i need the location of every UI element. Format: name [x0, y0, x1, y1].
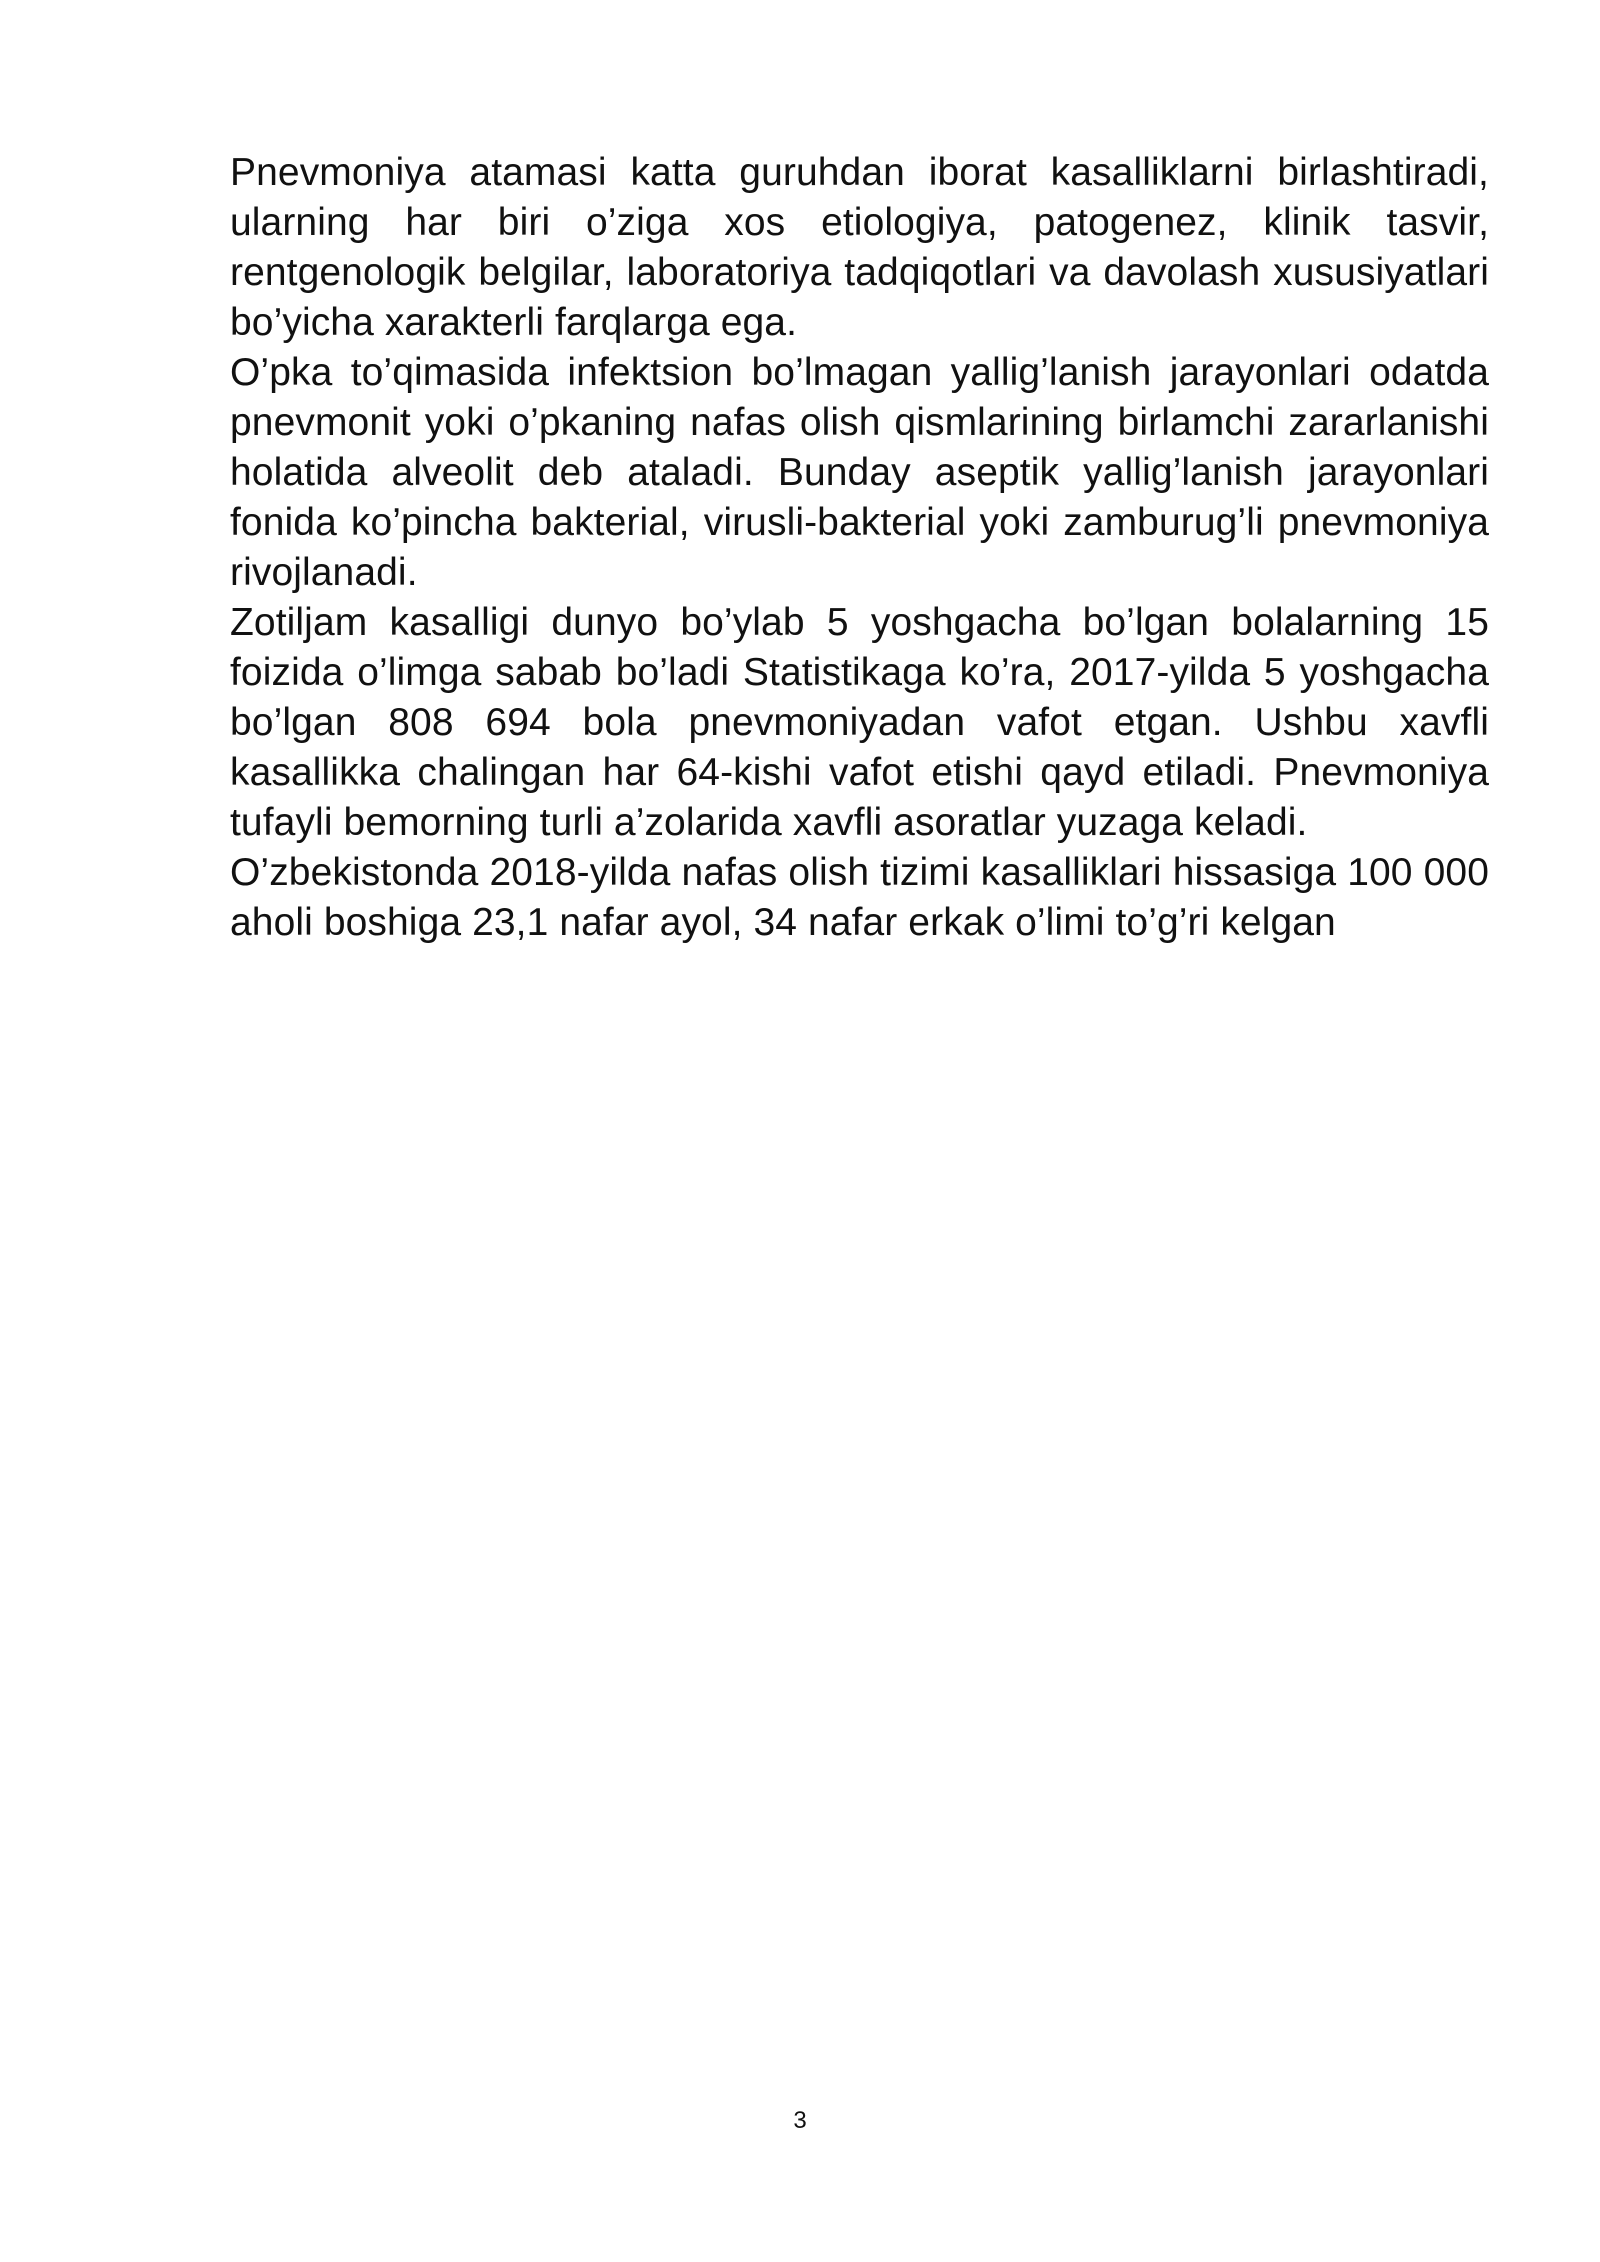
paragraph-mortality-statistics: Zotiljam kasalligi dunyo bo’ylab 5 yoshgacha bo’lgan bolalarning 15 foizida o’limga sabab bo’ladi Statistikaga ko’ra, 2017-yilda 5 yoshgacha bo’lgan 808 694 bola pnevmoniyadan vafot etgan. Ushbu xavfli kasallikka chalingan har 64-kishi vafot etishi qayd etiladi. Pnevmoniya tufayli bemorning turli a’zolarida xavfli asoratlar yuzaga keladi. — [230, 601, 1489, 844]
paragraph-pneumonia-definition: Pnevmoniya atamasi katta guruhdan iborat kasalliklarni birlashtiradi, ularning har biri o’ziga xos etiologiya, patogenez, klinik tasvir, rentgenologik belgilar, laboratoriya tadqiqotlari va davolash xususiyatlari bo’yicha xarakterli farqlarga ega. — [230, 151, 1489, 344]
page-number: 3 — [793, 2107, 807, 2134]
body-text — [230, 148, 1489, 948]
paragraph-pneumonitis-alveolitis: O’pka to’qimasida infektsion bo’lmagan yallig’lanish jarayonlari odatda pnevmonit yoki o’pkaning nafas olish qismlarining birlamchi zararlanishi holatida alveolit deb ataladi. Bunday aseptik yallig’lanish jarayonlari fonida ko’pincha bakterial, virusli-bakterial yoki zamburug’li pnevmoniya rivojlanadi. — [230, 351, 1489, 594]
paragraph-uzbekistan-statistics: O’zbekistonda 2018-yilda nafas olish tizimi kasalliklari hissasiga 100 000 aholi boshiga 23,1 nafar ayol, 34 nafar erkak o’limi to’g’ri kelgan — [230, 851, 1489, 944]
